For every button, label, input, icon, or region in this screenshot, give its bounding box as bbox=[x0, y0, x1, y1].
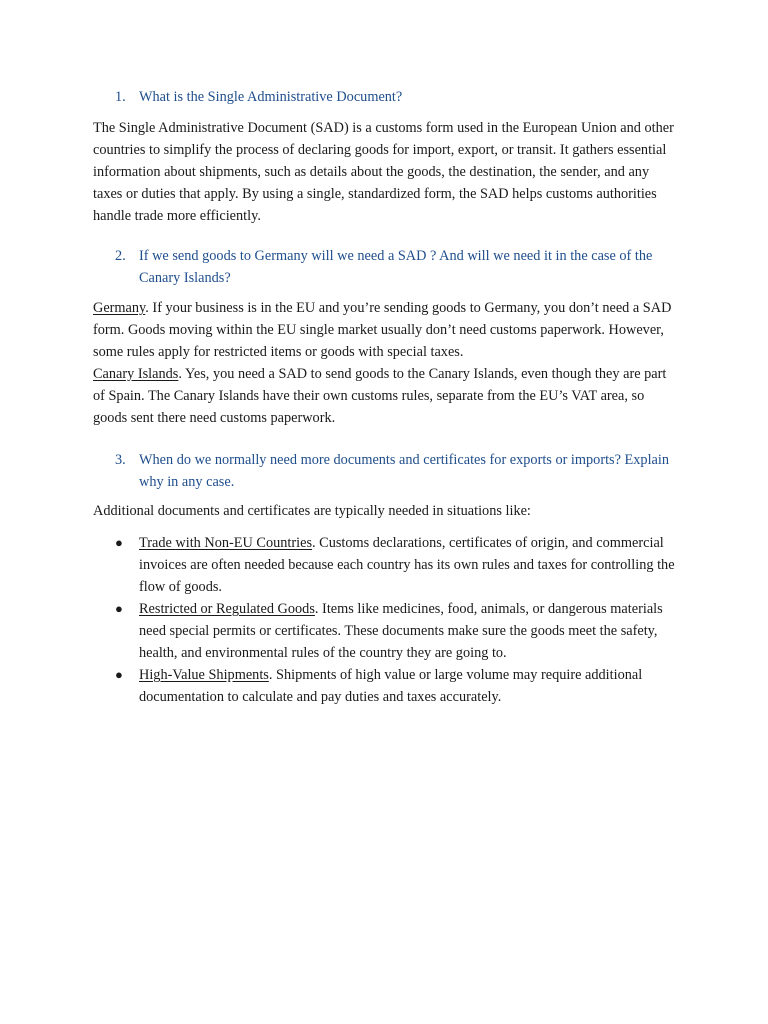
question-number: 3. bbox=[115, 452, 126, 468]
canary-text: . Yes, you need a SAD to send goods to the Canary Islands, even though they are part of Spain. The Canary Islands have their own customs rules, separate from the EU’s VAT area, so goods sent there need customs paperwork. bbox=[93, 366, 667, 426]
question-text: When do we normally need more documents and certificates for exports or imports? Explain why in any case. bbox=[139, 452, 670, 490]
list-item bbox=[93, 664, 675, 708]
bullet-label: Restricted or Regulated Goods bbox=[139, 601, 315, 617]
list-item bbox=[93, 598, 675, 664]
list-item bbox=[93, 532, 675, 598]
question-1 bbox=[93, 86, 673, 108]
bullet-label: Trade with Non-EU Countries bbox=[139, 535, 313, 551]
answer-1-paragraph: The Single Administrative Document (SAD) is a customs form used in the European Union and other countries to simplify the process of declaring goods for import, export, or transit. It gathers essential information about shipments, such as details about the goods, the destination, the sender, and any taxes or duties that apply. By using a single, standardized form, the SAD helps customs authorities handle trade more efficiently. bbox=[93, 120, 674, 224]
canary-label: Canary Islands bbox=[93, 366, 179, 382]
germany-label: Germany bbox=[93, 300, 146, 316]
bullet-icon: ● bbox=[115, 601, 123, 616]
bullet-label: High-Value Shipments bbox=[139, 667, 269, 683]
question-number: 1. bbox=[115, 89, 126, 105]
question-3 bbox=[93, 449, 673, 493]
question-number: 2. bbox=[115, 248, 126, 264]
answer-3-bullet-list bbox=[93, 532, 675, 708]
answer-2-canary-paragraph bbox=[93, 363, 675, 429]
answer-3-intro: Additional documents and certificates are typically needed in situations like: bbox=[93, 503, 531, 519]
question-text: What is the Single Administrative Document? bbox=[139, 89, 403, 105]
bullet-text: . Items like medicines, food, animals, or dangerous materials need special permits or certificates. These documents make sure the goods meet the safety, health, and environmental rules of the country they are going to. bbox=[139, 601, 663, 661]
bullet-icon: ● bbox=[115, 535, 123, 550]
question-2 bbox=[93, 245, 673, 289]
question-text: If we send goods to Germany will we need a SAD ? And will we need it in the case of the Canary Islands? bbox=[139, 248, 653, 286]
bullet-text: . Customs declarations, certificates of origin, and commercial invoices are often needed because each country has its own rules and taxes for controlling the flow of goods. bbox=[139, 535, 675, 595]
germany-text: . If your business is in the EU and you’re sending goods to Germany, you don’t need a SAD form. Goods moving within the EU single market usually don’t need customs paperwork. However, some rules apply for restricted items or goods with special taxes. bbox=[93, 300, 672, 360]
answer-2-germany-paragraph bbox=[93, 297, 675, 363]
bullet-text: . Shipments of high value or large volume may require additional documentation to calculate and pay duties and taxes accurately. bbox=[139, 667, 643, 705]
bullet-icon: ● bbox=[115, 667, 123, 682]
